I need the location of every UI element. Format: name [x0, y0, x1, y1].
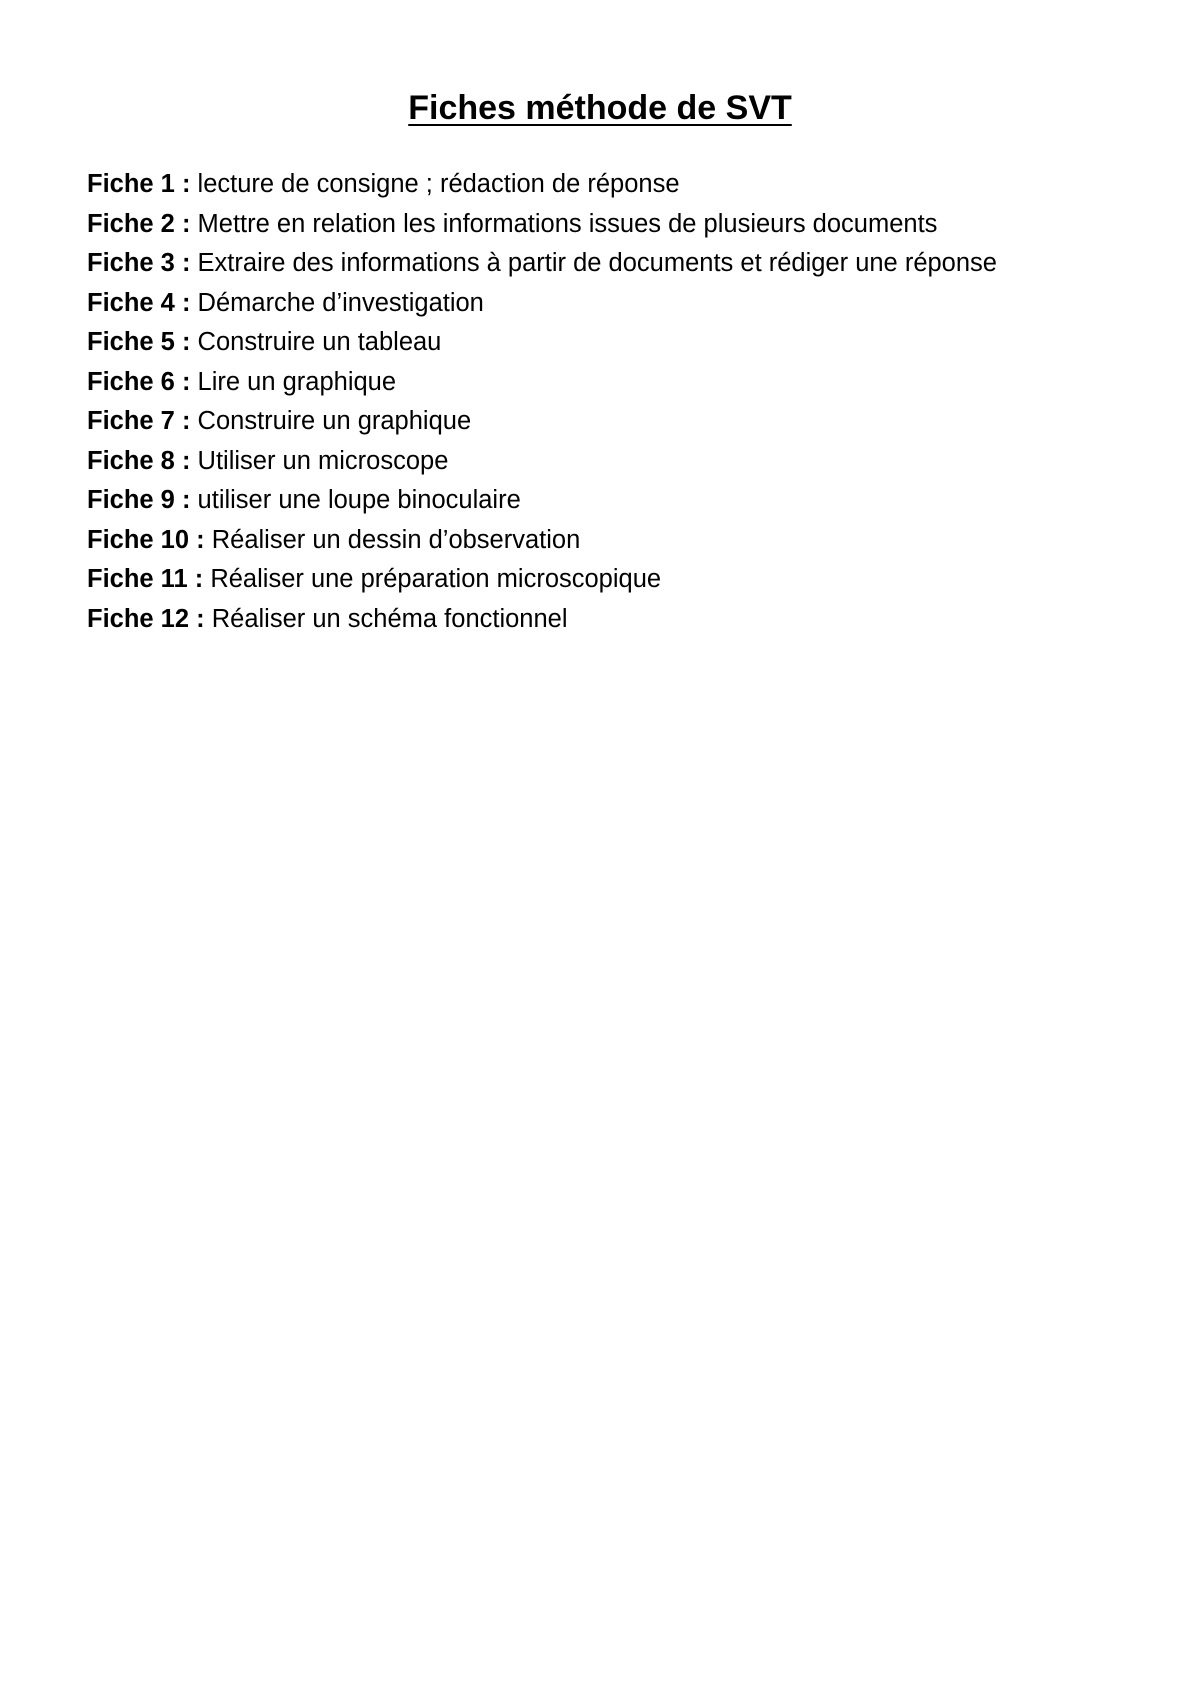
fiche-label: Fiche 9 :: [87, 486, 191, 514]
fiche-list: [87, 165, 1087, 639]
fiche-text: Extraire des informations à partir de documents et rédiger une réponse: [197, 249, 997, 277]
list-item-fiche-12: [87, 600, 1087, 640]
list-item-fiche-2: [87, 205, 1087, 245]
fiche-text: Utiliser un microscope: [197, 446, 449, 475]
fiche-label: Fiche 5 :: [87, 328, 191, 356]
fiche-label: Fiche 11 :: [87, 565, 204, 593]
list-item-fiche-9: [87, 481, 1087, 521]
list-item-fiche-7: [87, 402, 1087, 442]
fiche-text: Réaliser une préparation microscopique: [210, 565, 662, 593]
page-title-text: Fiches méthode de SVT: [408, 89, 792, 127]
fiche-text: utiliser une loupe binoculaire: [197, 486, 521, 514]
list-item-fiche-8: [87, 442, 1087, 482]
fiche-text: Mettre en relation les informations issues de plusieurs documents: [197, 209, 938, 238]
fiche-text: Réaliser un schéma fonctionnel: [211, 604, 568, 633]
fiche-label: Fiche 3 :: [87, 249, 191, 277]
fiche-label: Fiche 12 :: [87, 604, 205, 633]
fiche-text: Démarche d’investigation: [197, 288, 484, 317]
list-item-fiche-4: [87, 284, 1087, 324]
fiche-label: Fiche 2 :: [87, 209, 191, 238]
fiche-text: Construire un tableau: [197, 328, 442, 356]
fiche-label: Fiche 8 :: [87, 446, 191, 475]
fiche-text: Réaliser un dessin d’observation: [211, 525, 581, 554]
list-item-fiche-6: [87, 363, 1087, 403]
list-item-fiche-3: [87, 244, 1087, 284]
list-item-fiche-11: [87, 560, 1087, 600]
fiche-text: Construire un graphique: [197, 407, 472, 435]
fiche-label: Fiche 4 :: [87, 288, 191, 317]
fiche-label: Fiche 10 :: [87, 525, 205, 554]
fiche-text: lecture de consigne ; rédaction de réponse: [197, 170, 680, 198]
list-item-fiche-1: [87, 165, 1087, 205]
fiche-label: Fiche 7 :: [87, 407, 191, 435]
fiche-text: Lire un graphique: [197, 367, 397, 396]
fiche-label: Fiche 1 :: [87, 170, 191, 198]
fiche-label: Fiche 6 :: [87, 367, 191, 396]
list-item-fiche-10: [87, 521, 1087, 561]
list-item-fiche-5: [87, 323, 1087, 363]
page-title: [0, 86, 1200, 130]
